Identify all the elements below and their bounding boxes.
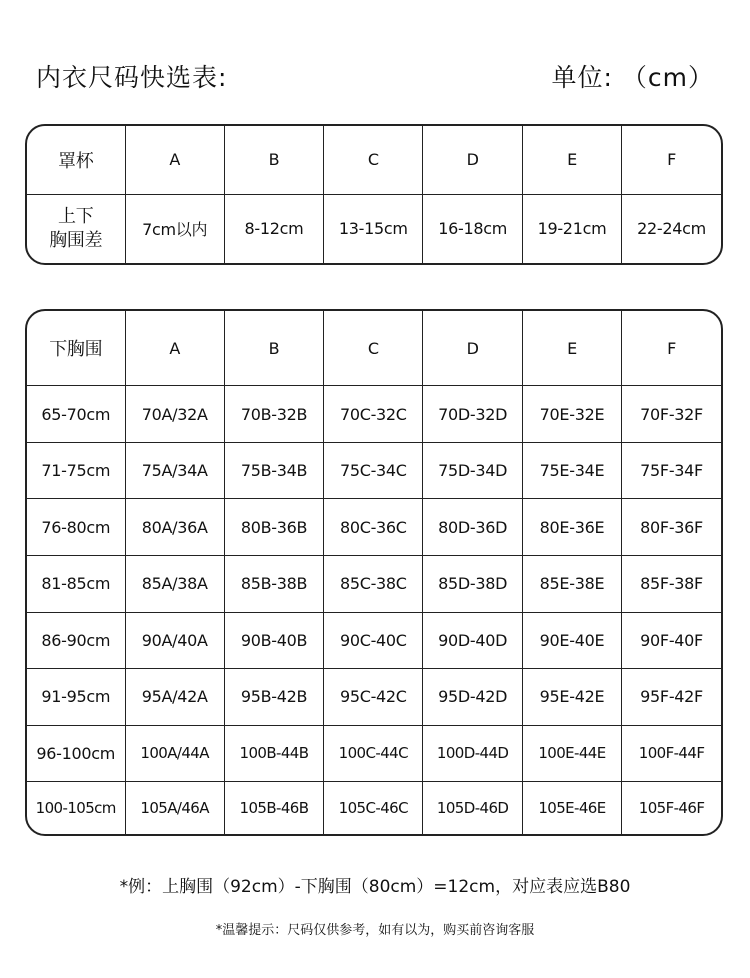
size-cell: 80A/36A <box>125 499 224 556</box>
size-cell: 105B-46B <box>224 782 323 834</box>
size-cell: 100A/44A <box>125 725 224 782</box>
size-cell: 105A/46A <box>125 782 224 834</box>
size-cell: 90D-40D <box>423 612 522 669</box>
underbust-head-label: 下胸围 <box>27 311 125 386</box>
size-chart-table <box>25 309 723 836</box>
unit-label: 单位: （cm） <box>551 63 714 92</box>
size-cell: 100D-44D <box>423 725 522 782</box>
cup-header-row <box>27 126 721 194</box>
difference-value: 7cm以内 <box>125 194 224 263</box>
underbust-range: 86-90cm <box>27 612 125 669</box>
cup-letter: D <box>423 126 522 194</box>
size-cell: 100C-44C <box>324 725 423 782</box>
size-cell: 100E-44E <box>522 725 621 782</box>
underbust-range: 100-105cm <box>27 782 125 834</box>
page-title: 内衣尺码快选表: <box>36 63 228 92</box>
size-cell: 105E-46E <box>522 782 621 834</box>
size-cell: 85A/38A <box>125 556 224 613</box>
size-row <box>27 669 721 726</box>
difference-label <box>27 194 125 263</box>
size-cell: 90A/40A <box>125 612 224 669</box>
size-cell: 75D-34D <box>423 442 522 499</box>
size-row <box>27 499 721 556</box>
size-cell: 100B-44B <box>224 725 323 782</box>
cup-letter: C <box>324 126 423 194</box>
tip-note: *温馨提示：尺码仅供参考，如有以为，购买前咨询客服 <box>215 923 535 938</box>
size-cell: 90E-40E <box>522 612 621 669</box>
size-cell: 90B-40B <box>224 612 323 669</box>
size-cell: 75C-34C <box>324 442 423 499</box>
cup-letter: F <box>622 311 721 386</box>
cup-letter: A <box>125 126 224 194</box>
cup-letter: B <box>224 311 323 386</box>
underbust-range: 81-85cm <box>27 556 125 613</box>
size-cell: 105C-46C <box>324 782 423 834</box>
size-cell: 95D-42D <box>423 669 522 726</box>
difference-label-line1: 上下 <box>58 205 94 227</box>
underbust-range: 91-95cm <box>27 669 125 726</box>
size-cell: 85E-38E <box>522 556 621 613</box>
size-cell: 75E-34E <box>522 442 621 499</box>
cup-head-label: 罩杯 <box>27 126 125 194</box>
difference-value: 16-18cm <box>423 194 522 263</box>
size-cell: 85B-38B <box>224 556 323 613</box>
size-cell: 80D-36D <box>423 499 522 556</box>
size-cell: 90C-40C <box>324 612 423 669</box>
size-row <box>27 612 721 669</box>
size-cell: 80C-36C <box>324 499 423 556</box>
size-cell: 75F-34F <box>622 442 721 499</box>
size-cell: 70F-32F <box>622 386 721 443</box>
difference-value: 22-24cm <box>637 219 706 239</box>
size-cell: 95F-42F <box>622 669 721 726</box>
cup-letter: F <box>622 126 721 194</box>
size-cell: 80E-36E <box>522 499 621 556</box>
size-row <box>27 782 721 834</box>
size-cell: 95A/42A <box>125 669 224 726</box>
size-header-row <box>27 311 721 386</box>
difference-value: 13-15cm <box>324 194 423 263</box>
underbust-range: 71-75cm <box>27 442 125 499</box>
size-cell: 75A/34A <box>125 442 224 499</box>
size-cell: 75B-34B <box>224 442 323 499</box>
size-row <box>27 386 721 443</box>
example-note: *例：上胸围（92cm）-下胸围（80cm）=12cm，对应表应选B80 <box>119 877 631 897</box>
size-cell: 70C-32C <box>324 386 423 443</box>
size-cell: 105F-46F <box>638 799 705 818</box>
size-row <box>27 556 721 613</box>
size-cell: 95E-42E <box>522 669 621 726</box>
difference-value: 19-21cm <box>522 194 621 263</box>
size-cell: 80F-36F <box>622 499 721 556</box>
size-cell: 90F-40F <box>622 612 721 669</box>
cup-difference-table <box>25 124 723 265</box>
difference-value: 8-12cm <box>224 194 323 263</box>
cup-letter: D <box>423 311 522 386</box>
underbust-range: 65-70cm <box>27 386 125 443</box>
size-cell: 100F-44F <box>622 725 721 782</box>
size-cell: 85C-38C <box>324 556 423 613</box>
size-cell: 70D-32D <box>423 386 522 443</box>
cup-letter: A <box>125 311 224 386</box>
size-row <box>27 725 721 782</box>
cup-letter: B <box>224 126 323 194</box>
underbust-range: 96-100cm <box>27 725 125 782</box>
underbust-range: 76-80cm <box>27 499 125 556</box>
size-cell: 85F-38F <box>622 556 721 613</box>
size-cell: 95B-42B <box>224 669 323 726</box>
cup-letter: E <box>522 126 621 194</box>
size-cell: 95C-42C <box>324 669 423 726</box>
cup-letter: E <box>522 311 621 386</box>
size-cell: 70B-32B <box>224 386 323 443</box>
size-cell: 85D-38D <box>423 556 522 613</box>
size-cell: 70E-32E <box>522 386 621 443</box>
cup-difference-row <box>27 194 721 263</box>
size-cell: 80B-36B <box>224 499 323 556</box>
cup-letter: C <box>324 311 423 386</box>
size-cell: 70A/32A <box>125 386 224 443</box>
difference-label-line2: 胸围差 <box>49 229 103 251</box>
size-row <box>27 442 721 499</box>
size-cell: 105D-46D <box>423 782 522 834</box>
